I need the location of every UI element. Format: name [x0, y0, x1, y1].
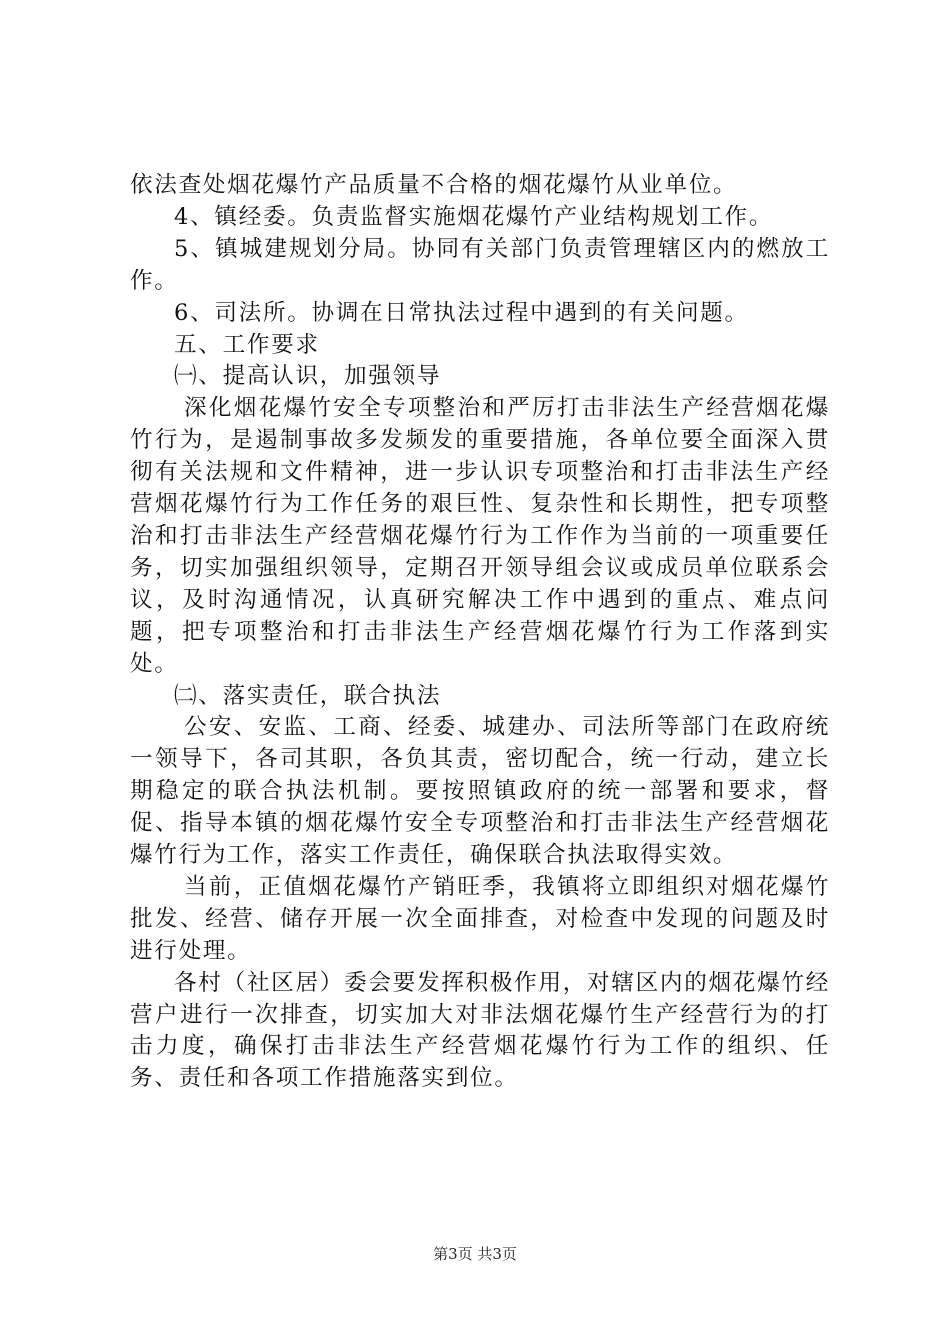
paragraph-current-season: 当前，正值烟花爆竹产销旺季，我镇将立即组织对烟花爆竹批发、经营、储存开展一次全面排查，对检查中发现的问题及时进行处理。: [130, 873, 830, 964]
paragraph-item-5: 5、镇城建规划分局。协同有关部门负责管理辖区内的燃放工作。: [130, 235, 830, 294]
paragraph-raise-awareness: 深化烟花爆竹安全专项整治和严厉打击非法生产经营烟花爆竹行为，是遏制事故多发频发的重要措施，各单位要全面深入贯彻有关法规和文件精神，进一步认识专项整治和打击非法生产经营烟花爆竹行为工作任务的艰巨性、复杂性和长期性，把专项整治和打击非法生产经营烟花爆竹行为工作作为当前的一项重要任务，切实加强组织领导，定期召开领导组会议或成员单位联系会议，及时沟通情况，认真研究解决工作中遇到的重点、难点问题，把专项整治和打击非法生产经营烟花爆竹行为工作落到实处。: [130, 395, 830, 677]
paragraph-item-4: 4、镇经委。负责监督实施烟花爆竹产业结构规划工作。: [174, 203, 774, 230]
subheading-implement-responsibility: ㈡、落实责任，联合执法: [174, 682, 442, 709]
paragraph-item-6: 6、司法所。协调在日常执法过程中遇到的有关问题。: [174, 299, 749, 326]
subheading-raise-awareness: ㈠、提高认识，加强领导: [174, 363, 442, 390]
page-number-footer: 第3页 共3页: [433, 1245, 517, 1263]
document-body: [130, 170, 830, 1095]
paragraph-village-committees: 各村（社区居）委会要发挥积极作用，对辖区内的烟花爆竹经营户进行一次排查，切实加大对非法烟花爆竹生产经营行为的打击力度，确保打击非法生产经营烟花爆竹行为工作的组织、任务、责任和各项工作措施落实到位。: [130, 969, 830, 1092]
paragraph-continuation: 依法查处烟花爆竹产品质量不合格的烟花爆竹从业单位。: [130, 172, 738, 198]
section-heading-work-requirements: 五、工作要求: [174, 331, 320, 358]
paragraph-joint-enforcement: 公安、安监、工商、经委、城建办、司法所等部门在政府统一领导下，各司其职，各负其责，密切配合，统一行动，建立长期稳定的联合执法机制。要按照镇政府的统一部署和要求，督促、指导本镇的烟花爆竹安全专项整治和打击非法生产经营烟花爆竹行为工作，落实工作责任，确保联合执法取得实效。: [130, 714, 830, 869]
